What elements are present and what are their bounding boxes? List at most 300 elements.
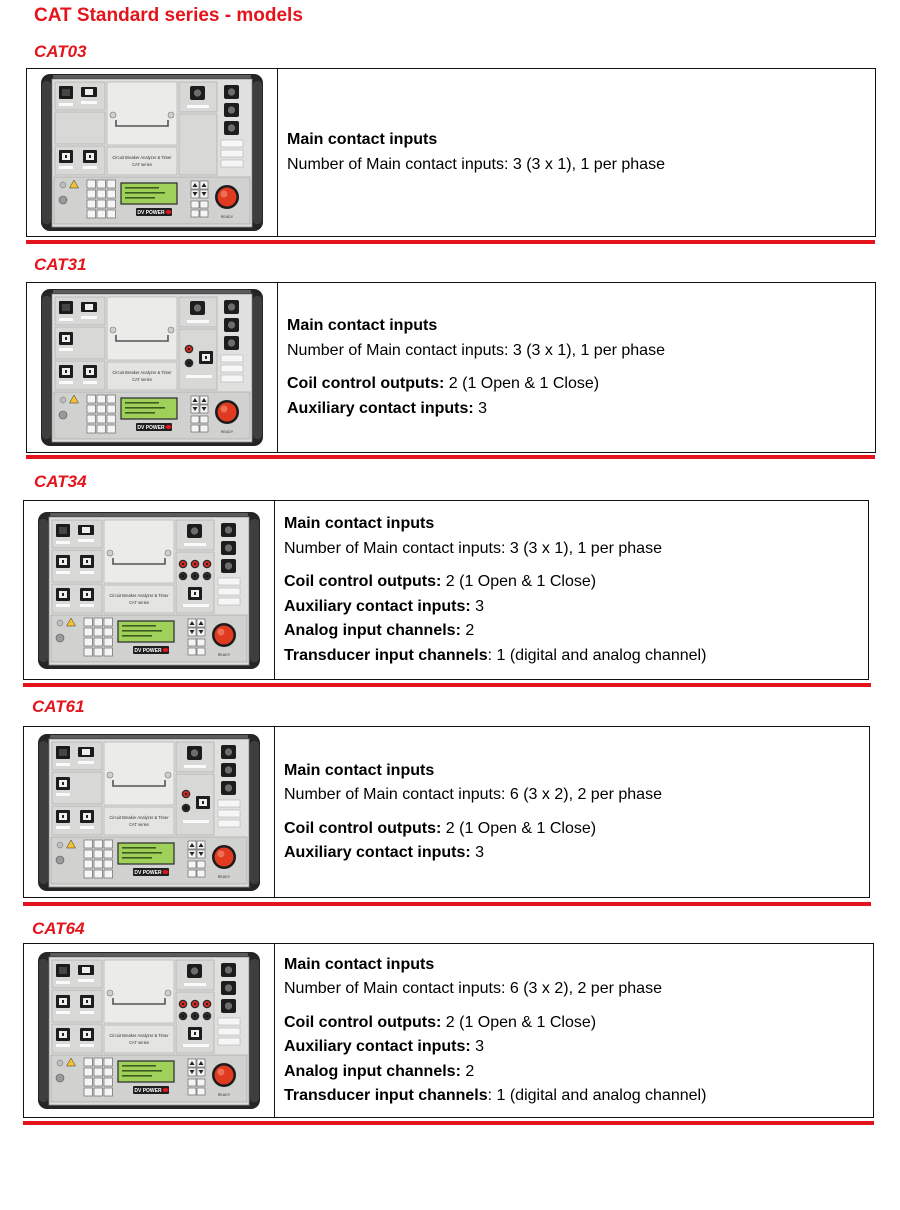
ground-terminal [57,842,63,848]
connector-caption [78,979,94,982]
connector-pin [86,1000,88,1003]
xlr-socket [225,562,233,570]
connector-pin [86,1033,88,1036]
model-name-cat31: CAT31 [34,255,87,274]
transducer-inputs-value: : 1 (digital and analog channel) [487,646,707,664]
case-bumper-left [39,519,48,662]
channel-label [218,800,240,807]
model-name-cat64: CAT64 [32,919,85,938]
coil-outputs-value: 2 (1 Open & 1 Close) [445,819,597,837]
cat31-device-photo [41,289,263,446]
function-button [191,210,199,217]
connector-caption [80,571,94,574]
ready-button [218,188,237,207]
function-button [197,1088,205,1095]
keypad-key [104,840,113,848]
model-specs-cell [278,283,875,452]
keypad-key [94,648,103,656]
function-button [197,1079,205,1086]
keypad-key [107,405,116,413]
aux-inputs-value: 3 [475,597,485,615]
device-label-line2: CAT series [129,821,149,827]
analog-inputs-line [284,1060,873,1085]
ready-label: READY [220,430,234,434]
device-label-line2: CAT series [129,1040,149,1045]
case-top-rim [50,735,248,738]
main-contact-group [284,512,868,561]
section-divider [23,1121,874,1125]
aux-inputs-line [284,595,868,620]
printer-cover [107,82,177,145]
brand-logo-text: DV POWER [134,1088,162,1094]
keypad-key [84,1088,93,1096]
connector-pin [65,337,67,340]
printer-cover [104,960,174,1023]
printer-screw [165,990,171,996]
connector-pin [86,815,88,818]
main-contact-heading: Main contact inputs [284,515,435,532]
model-specs-cell [275,944,873,1117]
lcd-text-line [122,1075,152,1077]
case-bumper-left [42,81,51,224]
io-group [284,1011,873,1109]
connector-pin [89,155,91,158]
keypad-key [107,425,116,433]
brand-logo-swoosh [163,870,169,874]
channel-label [221,375,243,382]
terminal-red-hole [182,1003,184,1005]
xlr-socket [225,766,233,774]
keypad-key [84,628,93,636]
keypad-key [87,190,96,198]
coil-outputs-value: 2 (1 Open & 1 Close) [445,1013,597,1031]
io-group [284,570,868,668]
keypad-key [84,1058,93,1066]
case-top-rim [53,75,251,78]
connector-pin [62,1000,64,1003]
channel-label [218,578,240,585]
keypad-key [84,1078,93,1086]
terminal-black-hole [206,575,208,577]
ready-button [218,403,237,422]
brand-logo-text: DV POWER [134,647,162,654]
keypad-key [97,210,106,218]
connector-caption [81,101,97,104]
function-button [200,210,208,217]
function-button [191,201,199,208]
ready-label: READY [217,1093,231,1097]
function-button [197,861,205,868]
model-name-cat34: CAT34 [34,472,87,491]
keypad-key [104,1058,113,1066]
case-bumper-left [39,741,48,884]
keypad-key [94,860,103,868]
connector-pin [62,782,64,785]
terminal-black-hole [182,575,184,577]
ground-knob [56,1074,64,1082]
keypad-key [107,415,116,423]
model-specs-cell [278,69,875,236]
ready-label: READY [217,874,231,879]
xlr-socket [191,527,199,535]
connector-caption [183,820,209,823]
xlr-socket [228,303,236,311]
case-bumper-left [39,959,48,1102]
keypad-key [104,618,113,626]
model-image-cell [27,283,278,452]
connector-caption [80,1044,94,1047]
ready-label: READY [217,652,231,657]
lcd-text-line [122,625,156,627]
cat64-device-photo [38,952,260,1109]
power-switch-rocker [82,527,90,533]
lcd-text-line [125,407,165,409]
connector-caption [56,1044,70,1047]
printer-screw [107,550,113,556]
terminal-black-hole [185,807,187,809]
spec-line [284,953,873,978]
xlr-socket [225,784,233,792]
keypad-key [97,180,106,188]
channel-label [218,1018,240,1025]
keypad-key [104,860,113,868]
aux-inputs-line [284,1035,873,1060]
xlr-socket [228,88,236,96]
transducer-inputs-line [284,644,868,669]
keypad-key [104,1078,113,1086]
spec-line [284,512,868,537]
aux-inputs-value: 3 [475,1038,485,1055]
keypad-key [87,210,96,218]
ready-button-highlight [218,850,225,857]
device-label-line1: Circuit Breaker Analyzer & Timer [109,1033,169,1038]
brand-logo-swoosh [166,425,172,429]
channel-label [218,1038,240,1045]
channel-label [218,810,240,817]
xlr-socket [225,966,233,974]
keypad-key [87,405,96,413]
coil-outputs-label: Coil control outputs: [284,1013,442,1031]
model-name-cat61: CAT61 [32,697,85,716]
connector-caption [183,604,209,607]
connector-pin [194,1032,196,1035]
connector-caption [183,1044,209,1047]
brand-logo-swoosh [166,210,172,214]
keypad-key [97,200,106,208]
device-label-line1: Circuit Breaker Analyzer & Timer [112,370,172,375]
keypad-key [87,395,96,403]
connector-caption [187,105,209,108]
ready-button [215,1066,234,1085]
printer-screw [107,772,113,778]
keypad-key [104,850,113,858]
analog-inputs-value: 2 [465,622,475,639]
connector-caption [184,983,206,986]
function-button [188,1088,196,1095]
power-inlet-socket [62,304,70,311]
keypad-key [104,648,113,656]
model-table-cat61 [23,726,870,898]
keypad-key [107,200,116,208]
keypad-key [104,1088,113,1096]
case-bumper-left [42,296,51,439]
model-specs-cell [275,727,869,897]
coil-outputs-line [284,817,869,842]
channel-label [218,588,240,595]
keypad-key [84,860,93,868]
lcd-text-line [125,192,165,194]
section-divider [23,902,871,906]
connector-caption [184,543,206,546]
connector-caption [81,316,97,319]
spec-line [287,128,875,153]
lcd-text-line [122,852,162,854]
brand-logo-text: DV POWER [137,425,165,431]
device-label-line1: Circuit Breaker Analyzer & Timer [109,592,169,598]
lcd-text-line [125,187,159,189]
connector-caption [186,375,212,378]
connector-caption [80,604,94,607]
xlr-socket [225,526,233,534]
coil-outputs-label: Coil control outputs: [287,375,445,392]
model-image-cell [24,727,275,897]
channel-label [218,1028,240,1035]
lcd-text-line [122,857,152,859]
coil-outputs-line [287,372,875,397]
xlr-socket [194,89,202,97]
coil-outputs-label: Coil control outputs: [284,819,442,837]
brand-logo-text: DV POWER [137,210,165,216]
analog-inputs-line [284,619,868,644]
connector-caption [59,381,73,384]
main-contact-heading: Main contact inputs [284,955,435,973]
main-contact-count: Number of Main contact inputs: 3 (3 x 1), 1 per phase [284,539,662,557]
terminal-black-hole [182,1015,184,1017]
keypad-key [94,638,103,646]
aux-inputs-label: Auxiliary contact inputs: [284,844,471,861]
keypad-key [94,628,103,636]
keypad-key [87,180,96,188]
lcd-text-line [122,1065,156,1067]
channel-label [221,140,243,147]
function-button [191,425,199,432]
lcd-text-line [125,412,155,414]
printer-screw [165,772,171,778]
connector-pin [65,370,67,373]
power-inlet-socket [59,527,67,534]
connector-caption [56,763,70,766]
case-top-rim [50,953,248,956]
main-contact-heading: Main contact inputs [284,761,435,779]
keypad-key [87,200,96,208]
ground-knob [56,856,64,864]
model-label-plate [104,585,174,613]
keypad-key [107,190,116,198]
printer-cover [107,297,177,360]
keypad-key [84,618,93,626]
power-switch-rocker [82,749,90,755]
main-contact-group [287,314,875,363]
printer-screw [168,327,174,333]
printer-cover [104,742,174,805]
ready-label: READY [220,215,234,219]
coil-outputs-label: Coil control outputs: [284,573,442,590]
keypad-key [94,850,103,858]
keypad-key [97,395,106,403]
aux-inputs-line [287,397,875,422]
transducer-inputs-label: Transducer input channels [284,646,488,664]
power-switch-rocker [82,967,90,973]
connector-caption [59,103,73,106]
brand-logo-swoosh [163,648,169,652]
function-button [191,416,199,423]
transducer-inputs-value: : 1 (digital and analog channel) [487,1087,707,1104]
model-label-plate [104,1025,174,1053]
connector-caption [56,541,70,544]
cat61-device-photo [38,734,260,891]
connector-pin [62,1033,64,1036]
xlr-socket [228,124,236,132]
keypad-key [84,840,93,848]
connector-caption [83,381,97,384]
lcd-text-line [122,847,156,849]
function-button [188,648,196,655]
aux-inputs-label: Auxiliary contact inputs: [287,399,474,417]
channel-label [221,365,243,372]
keypad-key [84,638,93,646]
connector-caption [78,761,94,764]
keypad-key [94,618,103,626]
ready-button-highlight [221,191,228,198]
xlr-socket [191,967,199,975]
connector-pin [205,356,207,359]
terminal-red-hole [188,348,190,350]
function-button [188,1079,196,1086]
coil-outputs-line [284,570,868,595]
terminal-red-hole [182,563,184,565]
aux-inputs-value: 3 [478,399,488,417]
printer-screw [107,990,113,996]
ground-terminal [60,397,66,403]
main-contact-count: Number of Main contact inputs: 3 (3 x 1), 1 per phase [287,155,665,173]
keypad-key [104,1068,113,1076]
power-switch-rocker [85,89,93,95]
function-button [197,639,205,646]
case-top-rim [53,290,251,293]
keypad-key [104,638,113,646]
terminal-black-hole [194,1015,196,1017]
keypad-key [107,395,116,403]
case-bumper-right [253,81,262,224]
connector-caption [184,765,206,768]
keypad-key [97,190,106,198]
keypad-key [84,870,93,878]
connector-caption [187,320,209,323]
keypad-key [84,1068,93,1076]
aux-inputs-value: 3 [475,844,485,861]
main-contact-count: Number of Main contact inputs: 3 (3 x 1), 1 per phase [287,341,665,359]
connector-pin [62,593,64,596]
spec-line [287,314,875,339]
keypad-key [97,415,106,423]
transducer-inputs-line [284,1084,873,1109]
xlr-socket [228,321,236,329]
brand-logo-swoosh [163,1088,169,1092]
model-name-cat03: CAT03 [34,42,87,61]
lcd-text-line [122,1070,162,1072]
channel-label [218,820,240,827]
function-button [200,425,208,432]
function-button [188,861,196,868]
ground-terminal [60,182,66,188]
connector-caption [56,981,70,984]
power-switch-rocker [85,304,93,310]
connector-pin [62,815,64,818]
section-divider [26,240,875,244]
printer-screw [110,112,116,118]
model-label-plate [107,362,177,390]
main-contact-count: Number of Main contact inputs: 6 (3 x 2), 2 per phase [284,980,662,997]
xlr-socket [225,748,233,756]
ready-button-highlight [218,1069,225,1076]
ground-knob [56,634,64,642]
channel-label [221,150,243,157]
model-label-plate [107,147,177,175]
coil-outputs-value: 2 (1 Open & 1 Close) [445,573,597,590]
case-bumper-right [253,296,262,439]
connector-caption [80,826,94,829]
power-inlet-socket [59,749,67,756]
function-button [188,639,196,646]
section-divider [23,683,871,687]
spec-line [284,759,869,784]
terminal-black-hole [206,1015,208,1017]
connector-caption [56,793,70,796]
printer-screw [110,327,116,333]
keypad-key [107,180,116,188]
ready-button [215,847,234,866]
connector-caption [59,166,73,169]
model-table-cat31 [26,282,876,453]
device-label-line2: CAT series [132,162,152,167]
connector-pin [202,801,204,804]
function-button [200,201,208,208]
lcd-text-line [122,630,162,632]
model-image-cell [24,501,275,679]
main-contact-heading: Main contact inputs [287,317,438,334]
case-bumper-right [250,519,259,662]
function-button [197,648,205,655]
printer-screw [168,112,174,118]
aux-inputs-line [284,841,869,866]
xlr-socket [228,339,236,347]
terminal-red-hole [185,793,187,795]
connector-caption [59,318,73,321]
connector-caption [83,166,97,169]
analog-inputs-value: 2 [465,1062,475,1080]
ground-terminal [57,620,63,626]
lcd-text-line [125,402,159,404]
input-module [55,112,105,144]
xlr-socket [225,1002,233,1010]
keypad-key [87,415,96,423]
keypad-key [94,840,103,848]
printer-cover [104,520,174,583]
coil-outputs-value: 2 (1 Open & 1 Close) [448,375,600,392]
power-inlet-socket [59,967,67,974]
ground-knob [59,411,67,419]
xlr-socket [225,984,233,992]
